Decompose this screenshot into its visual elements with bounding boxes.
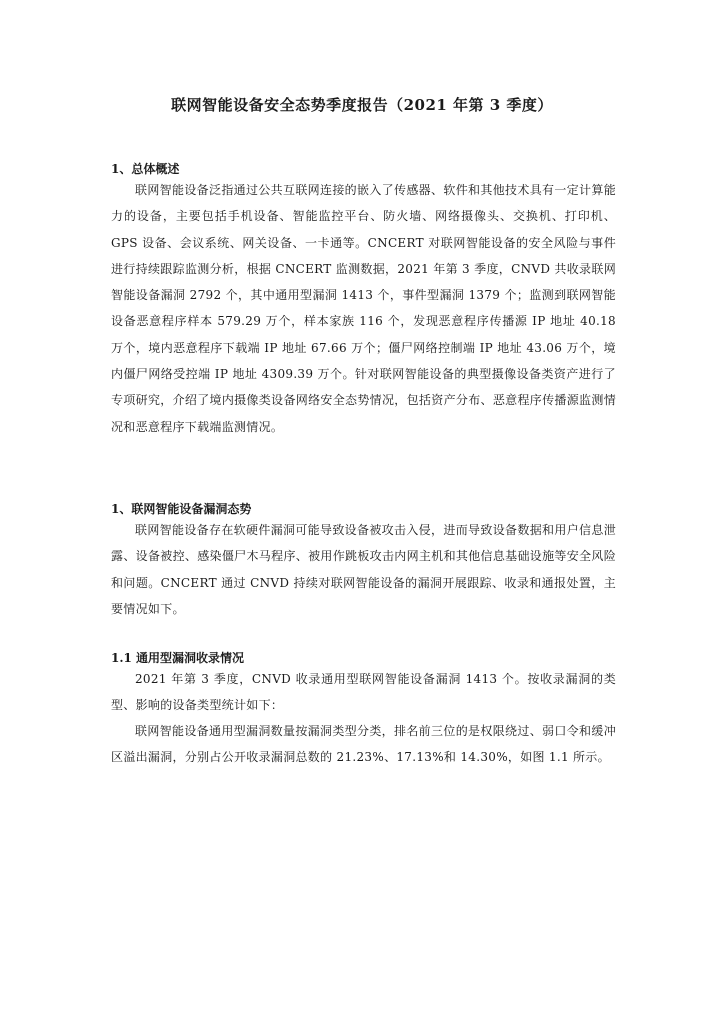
section-heading-vulnerability-situation: 1、联网智能设备漏洞态势 — [111, 502, 252, 516]
section-heading-overview: 1、总体概述 — [111, 162, 180, 176]
paragraph-generic-vulnerability-count: 2021 年第 3 季度，CNVD 收录通用型联网智能设备漏洞 1413 个。按收录漏洞的类型、影响的设备类型统计如下： — [111, 672, 616, 713]
document-title: 联网智能设备安全态势季度报告（2021 年第 3 季度） — [171, 96, 553, 114]
paragraph-overview: 联网智能设备泛指通过公共互联网连接的嵌入了传感器、软件和其他技术具有一定计算能力的设备，主要包括手机设备、智能监控平台、防火墙、网络摄像头、交换机、打印机、GPS 设备、会议系统、网关设备、一卡通等。CNCERT 对联网智能设备的安全风险与事件进行持续跟踪监测分析，根据 CNCERT 监测数据，2021 年第 3 季度，CNVD 共收录联网智能设备漏洞 2792 个，其中通用型漏洞 1413 个，事件型漏洞 1379 个；监测到联网智能设备恶意程序样本 579.29 万个，样本家族 116 个，发现恶意程序传播源 IP 地址 40.18 万个，境内恶意程序下载端 IP 地址 67.66 万个；僵尸网络控制端 IP 地址 43.06 万个，境内僵尸网络受控端 IP 地址 4309.39 万个。针对联网智能设备的典型摄像设备类资产进行了专项研究，介绍了境内摄像类设备网络安全态势情况，包括资产分布、恶意程序传播源监测情况和恶意程序下载端监测情况。 — [111, 183, 616, 434]
subsection-heading-generic-vulnerabilities: 1.1 通用型漏洞收录情况 — [111, 651, 245, 665]
paragraph-generic-vulnerability-types: 联网智能设备通用型漏洞数量按漏洞类型分类，排名前三位的是权限绕过、弱口令和缓冲区溢出漏洞，分别占公开收录漏洞总数的 21.23%、17.13%和 14.30%，如图 1.1 所示。 — [111, 724, 616, 765]
paragraph-vulnerability-situation: 联网智能设备存在软硬件漏洞可能导致设备被攻击入侵，进而导致设备数据和用户信息泄露、设备被控、感染僵尸木马程序、被用作跳板攻击内网主机和其他信息基础设施等安全风险和问题。CNCERT 通过 CNVD 持续对联网智能设备的漏洞开展跟踪、收录和通报处置，主要情况如下。 — [111, 523, 616, 616]
